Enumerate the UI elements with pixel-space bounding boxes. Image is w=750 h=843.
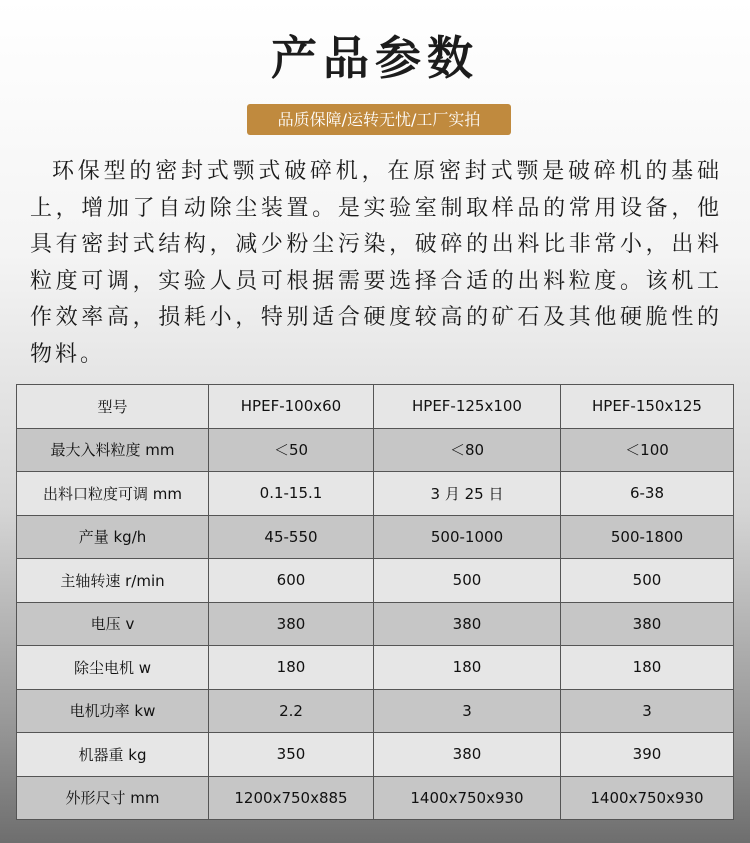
table-cell: 3 月 25 日 — [374, 472, 561, 516]
table-row — [17, 689, 734, 733]
table-row — [17, 559, 734, 603]
table-row — [17, 428, 734, 472]
table-row-label: 出料口粒度可调 mm — [17, 472, 209, 516]
table-cell: HPEF-150x125 — [561, 385, 734, 429]
table-cell: 180 — [374, 646, 561, 690]
table-row — [17, 646, 734, 690]
quality-badge: 品质保障/运转无忧/工厂实拍 — [247, 104, 511, 135]
table-row-label: 电压 v — [17, 602, 209, 646]
table-row — [17, 776, 734, 820]
table-cell: 500 — [374, 559, 561, 603]
table-cell: 0.1-15.1 — [209, 472, 374, 516]
table-cell: 500-1000 — [374, 515, 561, 559]
product-description: 环保型的密封式颚式破碎机，在原密封式颚是破碎机的基础上，增加了自动除尘装置。是实验室制取样品的常用设备，他具有密封式结构，减少粉尘污染，破碎的出料比非常小，出料粒度可调，实验人员可根据需要选择合适的出料粒度。该机工作效率高，损耗小，特别适合硬度较高的矿石及其他硬脆性的物料。 — [30, 159, 722, 367]
table-row — [17, 515, 734, 559]
table-cell: 380 — [561, 602, 734, 646]
table-cell: HPEF-125x100 — [374, 385, 561, 429]
table-cell: 180 — [209, 646, 374, 690]
spec-table — [16, 384, 734, 820]
table-row-label: 机器重 kg — [17, 733, 209, 777]
table-cell: 500 — [561, 559, 734, 603]
table-header-row — [17, 385, 734, 429]
table-cell: 350 — [209, 733, 374, 777]
table-row — [17, 472, 734, 516]
table-cell: 3 — [561, 689, 734, 733]
table-cell: 1400x750x930 — [374, 776, 561, 820]
table-cell: 380 — [209, 602, 374, 646]
table-row-label: 产量 kg/h — [17, 515, 209, 559]
table-cell: 2.2 — [209, 689, 374, 733]
table-row — [17, 733, 734, 777]
table-cell: ＜100 — [561, 428, 734, 472]
table-row-label: 主轴转速 r/min — [17, 559, 209, 603]
table-row-label: 外形尺寸 mm — [17, 776, 209, 820]
table-cell: 6-38 — [561, 472, 734, 516]
table-cell: 380 — [374, 733, 561, 777]
table-cell: 1400x750x930 — [561, 776, 734, 820]
table-row-label: 型号 — [17, 385, 209, 429]
table-cell: 45-550 — [209, 515, 374, 559]
table-cell: 600 — [209, 559, 374, 603]
table-cell: 380 — [374, 602, 561, 646]
table-cell: 180 — [561, 646, 734, 690]
table-row-label: 电机功率 kw — [17, 689, 209, 733]
table-row — [17, 602, 734, 646]
table-row-label: 最大入料粒度 mm — [17, 428, 209, 472]
table-cell: 3 — [374, 689, 561, 733]
table-cell: ＜50 — [209, 428, 374, 472]
table-cell: 1200x750x885 — [209, 776, 374, 820]
table-cell: ＜80 — [374, 428, 561, 472]
table-cell: HPEF-100x60 — [209, 385, 374, 429]
page-title: 产品参数 — [271, 31, 479, 85]
table-row-label: 除尘电机 w — [17, 646, 209, 690]
table-cell: 390 — [561, 733, 734, 777]
table-cell: 500-1800 — [561, 515, 734, 559]
